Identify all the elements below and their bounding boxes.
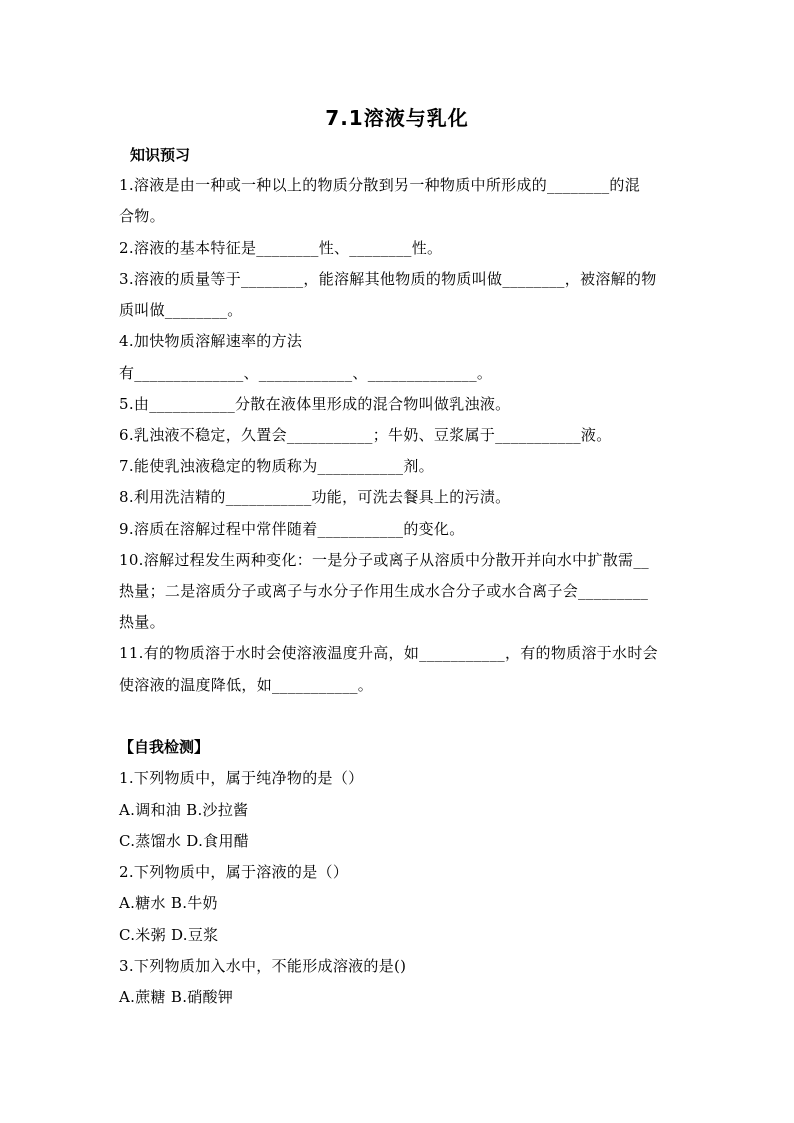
preview-line: 合物。 xyxy=(119,207,165,225)
preview-line: 8.利用洗洁精的___________功能，可洗去餐具上的污渍。 xyxy=(119,488,511,506)
option-line: C.蒸馏水 D.食用醋 xyxy=(119,832,250,850)
preview-line: 3.溶液的质量等于________，能溶解其他物质的物质叫做________，被溶解的物 xyxy=(119,270,657,288)
preview-line: 6.乳浊液不稳定，久置会___________；牛奶、豆浆属于___________液。 xyxy=(119,426,612,444)
preview-line: 2.溶液的基本特征是________性、________性。 xyxy=(119,239,443,257)
option-line: A.糖水 B.牛奶 xyxy=(119,894,218,912)
preview-line: 热量；二是溶质分子或离子与水分子作用生成水合分子或水合离子会_________ xyxy=(119,582,649,600)
preview-line: 有______________、____________、______________。 xyxy=(119,364,493,382)
option-line: C.米粥 D.豆浆 xyxy=(119,926,219,944)
section-heading-selfcheck: 【自我检测】 xyxy=(119,738,210,756)
question-line: 3.下列物质加入水中，不能形成溶液的是() xyxy=(119,957,407,975)
preview-line: 质叫做________。 xyxy=(119,301,243,319)
section-heading-preview: 知识预习 xyxy=(130,146,191,164)
preview-line: 4.加快物质溶解速率的方法 xyxy=(119,332,303,350)
preview-line: 热量。 xyxy=(119,613,165,631)
question-line: 2.下列物质中，属于溶液的是（） xyxy=(119,863,349,881)
option-line: A.调和油 B.沙拉酱 xyxy=(119,801,249,819)
preview-line: 9.溶质在溶解过程中常伴随着___________的变化。 xyxy=(119,520,465,538)
preview-line: 使溶液的温度降低，如___________。 xyxy=(119,676,374,694)
preview-line: 7.能使乳浊液稳定的物质称为___________剂。 xyxy=(119,457,434,475)
option-line: A.蔗糖 B.硝酸钾 xyxy=(119,988,234,1006)
page-title: 7.1溶液与乳化 xyxy=(325,106,469,130)
question-line: 1.下列物质中，属于纯净物的是（） xyxy=(119,769,364,787)
preview-line: 10.溶解过程发生两种变化：一是分子或离子从溶质中分散开并向水中扩散需__ xyxy=(119,551,649,569)
preview-line: 11.有的物质溶于水时会使溶液温度升高，如___________，有的物质溶于水时会 xyxy=(119,644,658,662)
preview-line: 5.由___________分散在液体里形成的混合物叫做乳浊液。 xyxy=(119,395,511,413)
preview-line: 1.溶液是由一种或一种以上的物质分散到另一种物质中所形成的________的混 xyxy=(119,176,641,194)
